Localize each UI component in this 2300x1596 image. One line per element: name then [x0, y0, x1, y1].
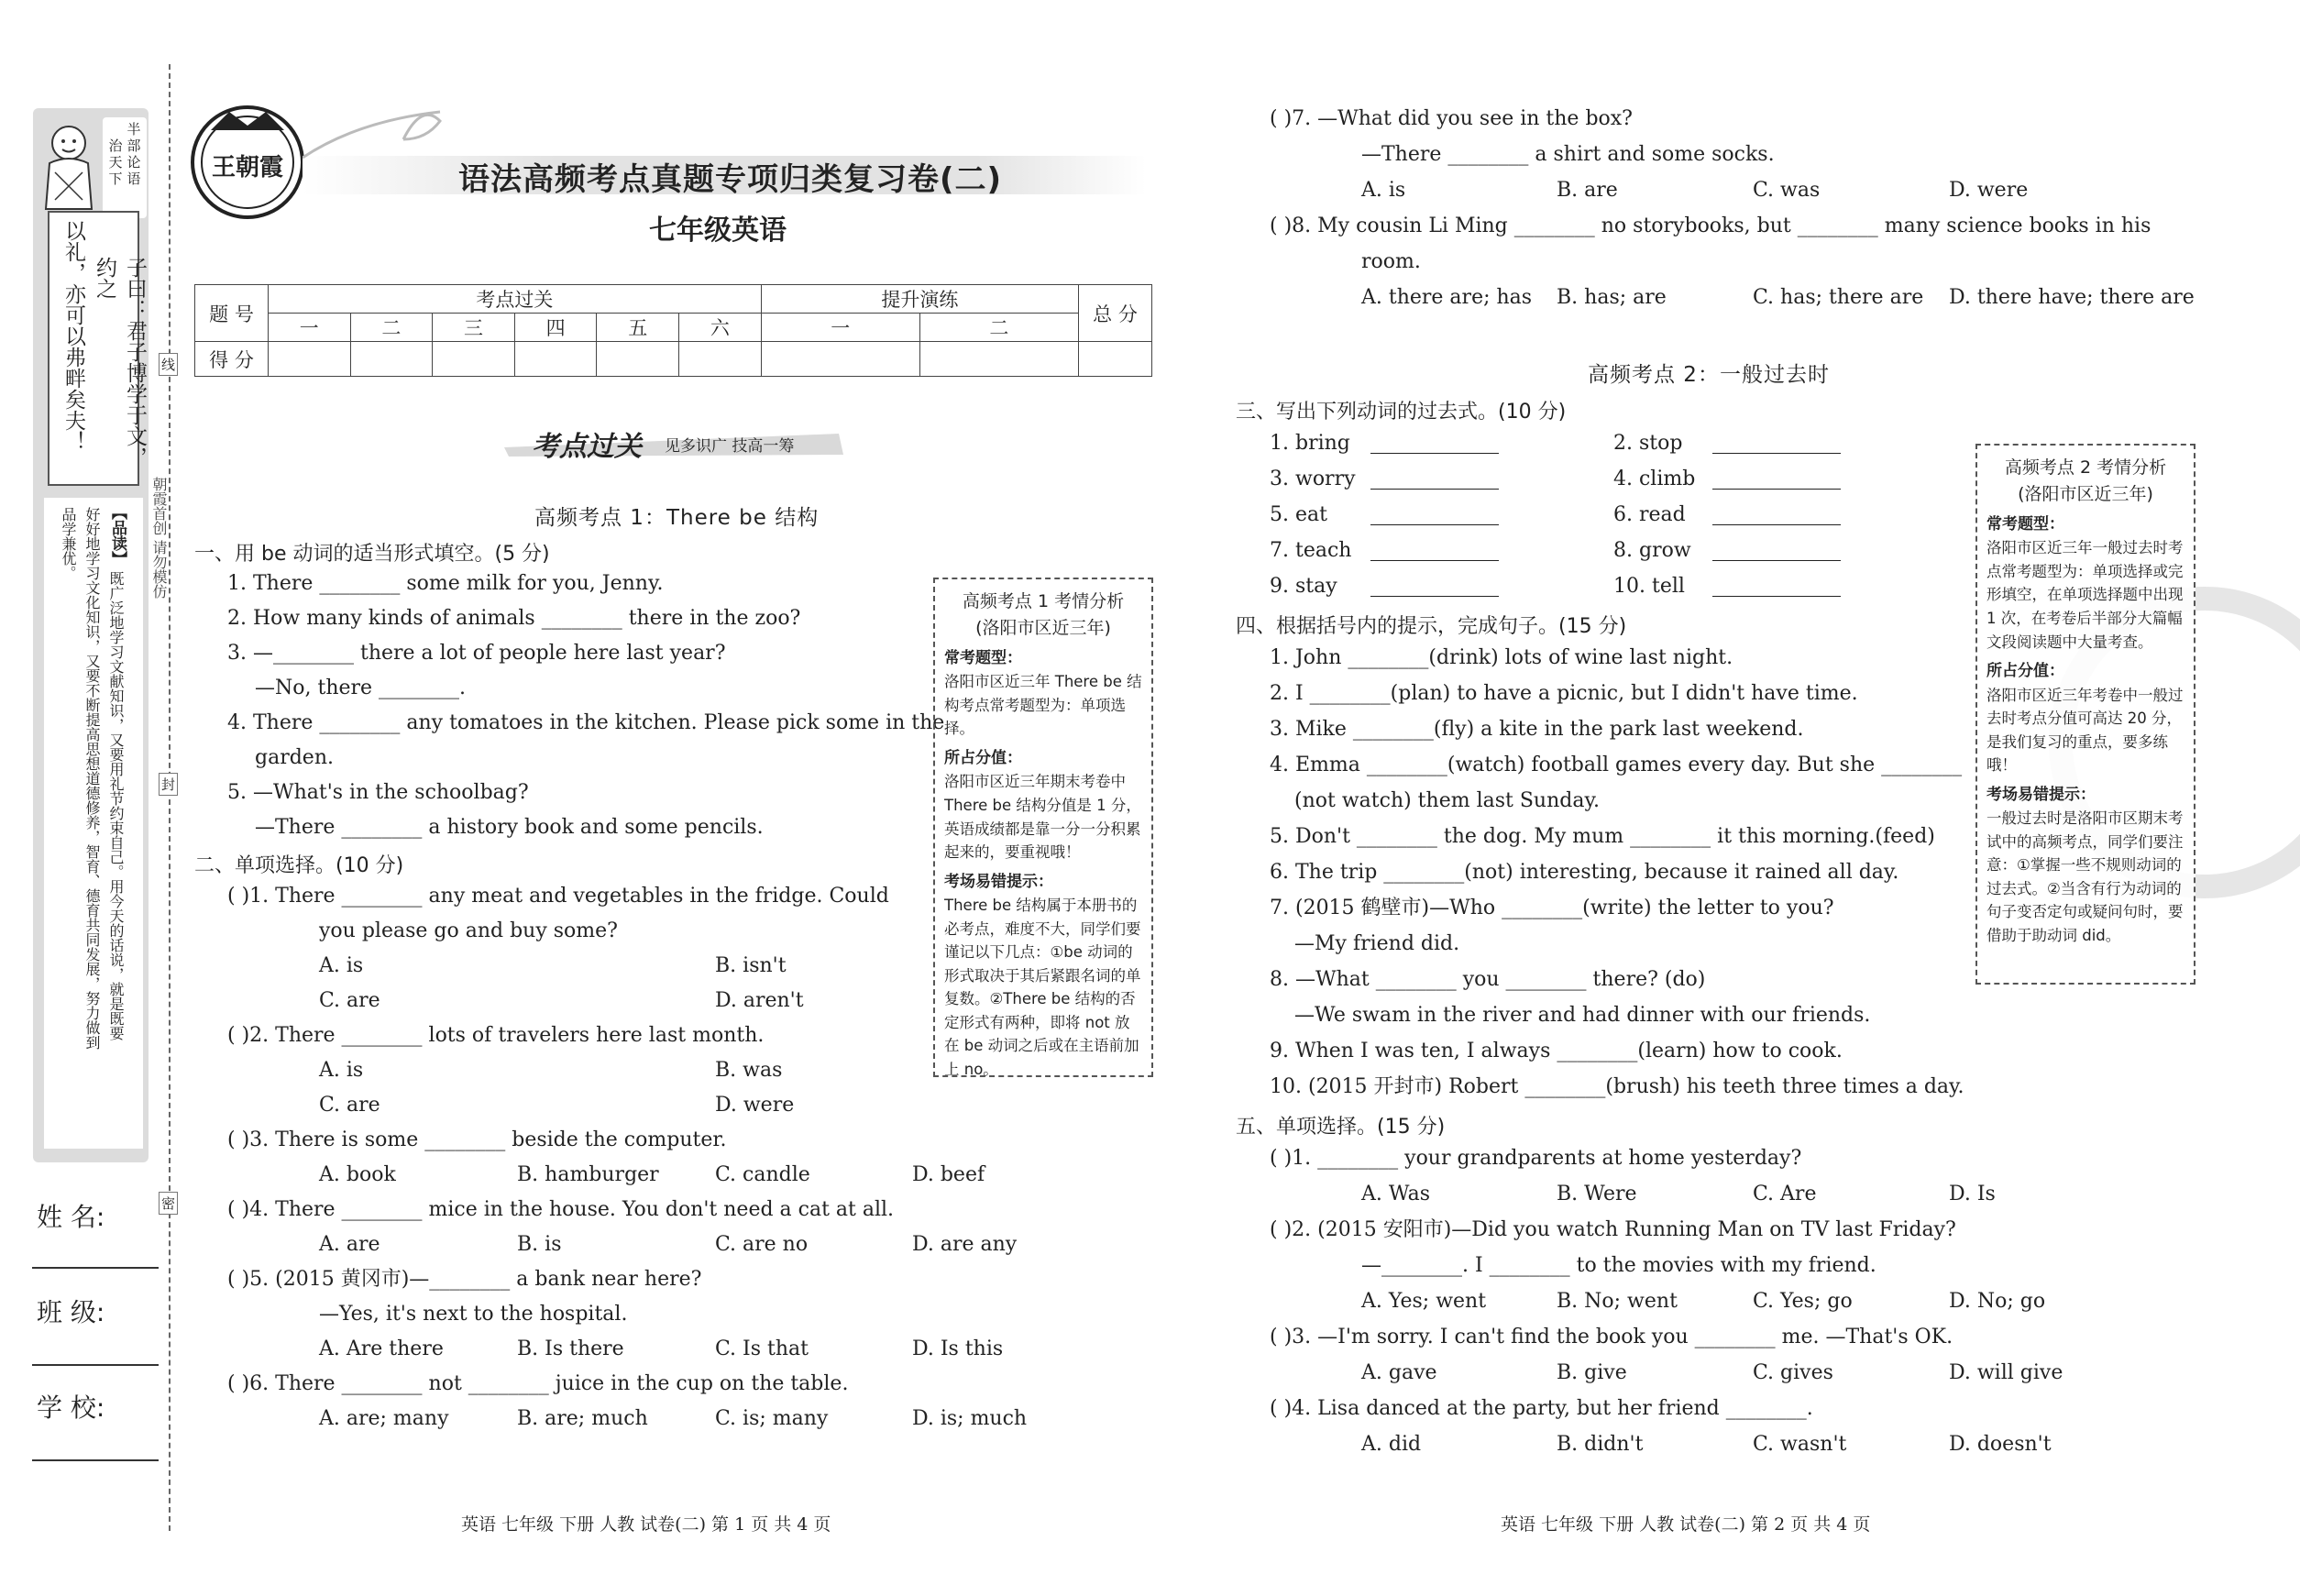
option[interactable]: A. gave	[1361, 1361, 1437, 1384]
m8b: room.	[1361, 250, 1421, 273]
section4-heading: 四、根据括号内的提示，完成句子。(15 分)	[1236, 615, 1627, 638]
m5b: —Yes, it's next to the hospital.	[319, 1303, 628, 1326]
answer-line[interactable]	[1370, 489, 1499, 490]
option[interactable]: A. are; many	[319, 1407, 449, 1430]
option[interactable]: D. Is	[1949, 1183, 1996, 1205]
col-header: 二	[350, 314, 433, 342]
option[interactable]: D. there have; there are	[1949, 286, 2195, 309]
option[interactable]: D. were	[1949, 179, 2029, 202]
row1-label: 题 号	[195, 285, 269, 342]
verb-item: 9. stay	[1270, 575, 1337, 598]
answer-line[interactable]	[1712, 596, 1841, 597]
option[interactable]: C. are no	[715, 1233, 809, 1256]
fold-line	[169, 64, 171, 1531]
school-field[interactable]	[32, 1459, 159, 1461]
option[interactable]: B. are	[1557, 179, 1618, 202]
school-label: 学 校:	[37, 1392, 105, 1423]
q3b: —No, there ________.	[255, 677, 467, 699]
r2b: —________. I ________ to the movies with my friend.	[1361, 1254, 1876, 1277]
name-label: 姓 名:	[37, 1202, 105, 1232]
col-header: 一	[761, 314, 919, 342]
col-header: 一	[269, 314, 351, 342]
analysis-2-h3: 考场易错提示：	[1986, 785, 2096, 804]
score-cell[interactable]	[761, 342, 919, 377]
topic2-title: 高频考点 2：一般过去时	[1588, 363, 1830, 387]
option[interactable]: A. Are there	[319, 1337, 444, 1360]
q5a: 5. —What's in the schoolbag?	[227, 781, 529, 804]
option[interactable]: A. Was	[1361, 1183, 1430, 1205]
col-header: 五	[597, 314, 679, 342]
option[interactable]: B. has; are	[1557, 286, 1667, 309]
q4b: garden.	[255, 746, 334, 769]
option[interactable]: B. is	[517, 1233, 562, 1256]
decorative-ribbon-icon	[303, 103, 449, 167]
total-label: 总 分	[1079, 285, 1152, 342]
option[interactable]: C. is; many	[715, 1407, 829, 1430]
option[interactable]: D. are any	[912, 1233, 1018, 1256]
answer-line[interactable]	[1370, 453, 1499, 454]
c10: 10. (2015 开封市) Robert ________(brush) his teeth three times a day.	[1270, 1075, 1964, 1098]
c4b: (not watch) them last Sunday.	[1294, 789, 1600, 812]
c5: 5. Don't ________ the dog. My mum ________ it this morning.(feed)	[1270, 825, 1935, 848]
analysis-2-title: 高频考点 2 考情分析	[2004, 457, 2167, 478]
q3a: 3. —________ there a lot of people here last year?	[227, 642, 726, 665]
analysis-1-t3: There be 结构属于本册书的必考点，难度不大，同学们要谨记以下几点：①be 动词的形式取决于其后紧跟名词的单复数。②There be 结构的否定形式有两种，即将 not 放在 be 动词之后或在主语前加上 no。	[944, 896, 1141, 1078]
m6: ( )6. There ________ not ________ juice in the cup on the table.	[227, 1372, 849, 1395]
option[interactable]: C. wasn't	[1753, 1433, 1847, 1456]
brand-logo	[188, 103, 307, 222]
fold-mark-1: 线	[159, 353, 178, 376]
option[interactable]: C. has; there are	[1753, 286, 1924, 309]
name-field[interactable]	[32, 1267, 159, 1269]
option[interactable]: C. was	[1753, 179, 1821, 202]
section-banner	[500, 420, 848, 463]
score-cell[interactable]	[433, 342, 515, 377]
score-table	[194, 284, 1152, 377]
m3: ( )3. There is some ________ beside the computer.	[227, 1128, 727, 1151]
analysis-1-h3: 考场易错提示：	[944, 872, 1053, 891]
m2: ( )2. There ________ lots of travelers here last month.	[227, 1024, 765, 1047]
c8a: 8. —What ________ you ________ there? (do)	[1270, 968, 1706, 991]
score-cell[interactable]	[1079, 342, 1152, 377]
footer-right: 英语 七年级 下册 人教 试卷(二) 第 2 页 共 4 页	[1501, 1514, 1871, 1535]
c6: 6. The trip ________(not) interesting, because it rained all day.	[1270, 861, 1899, 884]
option[interactable]: D. is; much	[912, 1407, 1028, 1430]
group1-label: 考点过关	[269, 285, 762, 314]
option[interactable]: A. did	[1361, 1433, 1422, 1456]
group2-label: 提升演练	[761, 285, 1078, 314]
q4a: 4. There ________ any tomatoes in the kitchen. Please pick some in the	[227, 711, 945, 734]
footer-left: 英语 七年级 下册 人教 试卷(二) 第 1 页 共 4 页	[461, 1514, 831, 1535]
logo-char: 半	[127, 121, 141, 138]
verb-item: 8. grow	[1613, 539, 1691, 562]
logo-char: 论	[127, 154, 141, 171]
analysis-2-t3: 一般过去时是洛阳市区期末考试中的高频考点，同学们要注意：①掌握一些不规则动词的过去式。②当含有行为动词的句子变否定句或疑问句时，要借助于助动词 did。	[1986, 809, 2184, 944]
reading-text-2: 好好地学习文化知识，又要不断提高思想道德修养，智育、德育共同发展，努力做到	[83, 507, 101, 1050]
c8b: —We swam in the river and had dinner with our friends.	[1294, 1004, 1871, 1027]
class-label: 班 级:	[37, 1297, 105, 1327]
analysis-2-h1: 常考题型：	[1986, 515, 2064, 534]
page-title: 语法高频考点真题专项归类复习卷(二)	[458, 161, 1003, 198]
verb-item: 4. climb	[1613, 468, 1696, 490]
m1a: ( )1. There ________ any meat and vegetables in the fridge. Could	[227, 885, 889, 908]
option[interactable]: B. was	[715, 1059, 783, 1082]
c3: 3. Mike ________(fly) a kite in the park last weekend.	[1270, 718, 1804, 741]
analysis-1-subtitle: (洛阳市区近三年)	[975, 617, 1111, 638]
m7b: —There ________ a shirt and some socks.	[1361, 143, 1775, 166]
option[interactable]: B. isn't	[715, 954, 787, 977]
banner-tagline: 见多识广 技高一筹	[665, 437, 795, 456]
sidebar-logo-chars	[103, 117, 147, 218]
option[interactable]: D. No; go	[1949, 1290, 2046, 1313]
verb-item: 1. bring	[1270, 432, 1350, 455]
reading-text-1: 既广泛地学习文献知识，又要用礼节约束自己。用今天的话说，就是既要	[107, 571, 125, 1040]
answer-line[interactable]	[1712, 453, 1841, 454]
m1b: you please go and buy some?	[319, 919, 618, 942]
option[interactable]: A. is	[319, 954, 364, 977]
fold-mark-2: 封	[159, 773, 178, 796]
answer-line[interactable]	[1712, 489, 1841, 490]
c7b: —My friend did.	[1294, 932, 1460, 955]
logo-char: 天	[108, 154, 123, 171]
answer-line[interactable]	[1370, 560, 1499, 561]
q5b: —There ________ a history book and some pencils.	[255, 816, 764, 839]
score-cell[interactable]	[679, 342, 762, 377]
score-cell[interactable]	[597, 342, 679, 377]
option[interactable]: A. there are; has	[1361, 286, 1533, 309]
c7a: 7. (2015 鹤壁市)—Who ________(write) the letter to you?	[1270, 897, 1834, 919]
r3: ( )3. —I'm sorry. I can't find the book you ________ me. —That's OK.	[1270, 1326, 1953, 1348]
analysis-2-subtitle: (洛阳市区近三年)	[2018, 483, 2153, 504]
q2: 2. How many kinds of animals ________ there in the zoo?	[227, 607, 801, 630]
option[interactable]: D. aren't	[715, 989, 804, 1012]
analysis-2-h2: 所占分值：	[1986, 662, 2064, 681]
analysis-box-2	[1975, 444, 2195, 985]
c2: 2. I ________(plan) to have a picnic, but I didn't have time.	[1270, 682, 1858, 705]
logo-char: 语	[127, 171, 141, 187]
analysis-1-h1: 常考题型：	[944, 649, 1022, 667]
option[interactable]: B. hamburger	[517, 1163, 659, 1186]
banner-title: 考点过关	[532, 431, 642, 463]
analysis-box-1	[933, 578, 1153, 1077]
verb-item: 5. eat	[1270, 503, 1327, 526]
option[interactable]: A. is	[319, 1059, 364, 1082]
score-cell[interactable]	[919, 342, 1078, 377]
c4a: 4. Emma ________(watch) football games every day. But she ________	[1270, 754, 1963, 776]
option[interactable]: B. are; much	[517, 1407, 648, 1430]
score-cell[interactable]	[350, 342, 433, 377]
verb-item: 7. teach	[1270, 539, 1352, 562]
option[interactable]: C. Yes; go	[1753, 1290, 1853, 1313]
col-header: 三	[433, 314, 515, 342]
answer-line[interactable]	[1712, 560, 1841, 561]
r1: ( )1. ________ your grandparents at home yesterday?	[1270, 1147, 1802, 1170]
answer-line[interactable]	[1370, 524, 1499, 525]
answer-line[interactable]	[1370, 596, 1499, 597]
option[interactable]: A. is	[1361, 179, 1406, 202]
option[interactable]: B. Were	[1557, 1183, 1637, 1205]
analysis-1-t1: 洛阳市区近三年 There be 结构考点常考题型为：单项选择。	[944, 673, 1142, 738]
analysis-1-t2: 洛阳市区近三年期末考卷中 There be 结构分值是 1 分，英语成绩都是靠一分一分积累起来的，要重视哦！	[944, 773, 1141, 862]
anti-copy-stamp: 朝霞首创 请勿模仿	[150, 477, 168, 600]
quote-line-2: 以礼，亦可以弗畔矣夫！	[61, 220, 85, 452]
verb-item: 6. read	[1613, 503, 1686, 526]
r4: ( )4. Lisa danced at the party, but her friend ________.	[1270, 1397, 1813, 1420]
c9: 9. When I was ten, I always ________(learn) how to cook.	[1270, 1040, 1843, 1062]
option[interactable]: D. will give	[1949, 1361, 2063, 1384]
answer-line[interactable]	[1712, 524, 1841, 525]
analysis-2-t1: 洛阳市区近三年一般过去时考点常考题型为：单项选择或完形填空，在单项选择题中出现 1 次，在考卷后半部分大篇幅文段阅读题中大量考查。	[1986, 539, 2184, 651]
option[interactable]: B. No; went	[1557, 1290, 1678, 1313]
m5a: ( )5. (2015 黄冈市)—________ a bank near here?	[227, 1268, 702, 1291]
m8a: ( )8. My cousin Li Ming ________ no storybooks, but ________ many science books in his	[1270, 215, 2151, 237]
option[interactable]: C. candle	[715, 1163, 810, 1186]
verb-item: 3. worry	[1270, 468, 1356, 490]
sage-figure-icon	[37, 117, 101, 218]
logo-char: 部	[127, 138, 141, 154]
section2-heading: 二、单项选择。(10 分)	[194, 854, 404, 877]
analysis-2-t2: 洛阳市区近三年考卷中一般过去时考点分值可高达 20 分，是我们复习的重点，要多练哦！	[1986, 686, 2184, 775]
col-header: 四	[514, 314, 597, 342]
m4: ( )4. There ________ mice in the house. You don't need a cat at all.	[227, 1198, 895, 1221]
row2-label: 得 分	[195, 342, 269, 377]
c1: 1. John ________(drink) lots of wine last night.	[1270, 646, 1733, 669]
option[interactable]: A. book	[319, 1163, 396, 1186]
section5-heading: 五、单项选择。(15 分)	[1236, 1116, 1446, 1139]
option[interactable]: D. Is this	[912, 1337, 1004, 1360]
option[interactable]: C. are	[319, 1094, 380, 1117]
col-header: 二	[919, 314, 1078, 342]
option[interactable]: D. beef	[912, 1163, 985, 1186]
page-subtitle: 七年级英语	[649, 215, 787, 247]
score-cell[interactable]	[269, 342, 351, 377]
verb-item: 10. tell	[1613, 575, 1685, 598]
section3-heading: 三、写出下列动词的过去式。(10 分)	[1236, 401, 1567, 424]
option[interactable]: C. Is that	[715, 1337, 809, 1360]
fold-mark-3: 密	[159, 1192, 178, 1215]
option[interactable]: D. doesn't	[1949, 1433, 2052, 1456]
analysis-1-h2: 所占分值：	[944, 749, 1022, 768]
option[interactable]: C. gives	[1753, 1361, 1833, 1384]
r2a: ( )2. (2015 安阳市)—Did you watch Running Man on TV last Friday?	[1270, 1218, 1956, 1241]
option[interactable]: A. Yes; went	[1361, 1290, 1487, 1313]
score-cell[interactable]	[514, 342, 597, 377]
analysis-1-title: 高频考点 1 考情分析	[962, 591, 1125, 611]
brand-logo-text: 王朝霞	[211, 154, 283, 182]
section1-heading: 一、用 be 动词的适当形式填空。(5 分)	[194, 543, 550, 566]
m7a: ( )7. —What did you see in the box?	[1270, 107, 1633, 130]
option[interactable]: B. Is there	[517, 1337, 624, 1360]
logo-char: 治	[108, 138, 123, 154]
class-field[interactable]	[32, 1364, 159, 1366]
reading-title: 【品读】	[108, 504, 127, 567]
option[interactable]: C. Are	[1753, 1183, 1817, 1205]
reading-text-3: 品学兼优。	[60, 507, 77, 580]
q1: 1. There ________ some milk for you, Jenny.	[227, 572, 664, 595]
option[interactable]: B. didn't	[1557, 1433, 1644, 1456]
quote-line-1: 子曰：君子博学于文，约之	[93, 257, 147, 468]
col-header: 六	[679, 314, 762, 342]
option[interactable]: D. were	[715, 1094, 795, 1117]
option[interactable]: A. are	[319, 1233, 380, 1256]
sidebar	[28, 108, 151, 1162]
topic1-title: 高频考点 1：There be 结构	[534, 506, 820, 530]
option[interactable]: B. give	[1557, 1361, 1627, 1384]
option[interactable]: C. are	[319, 989, 380, 1012]
logo-char: 下	[108, 171, 123, 187]
verb-item: 2. stop	[1613, 432, 1683, 455]
